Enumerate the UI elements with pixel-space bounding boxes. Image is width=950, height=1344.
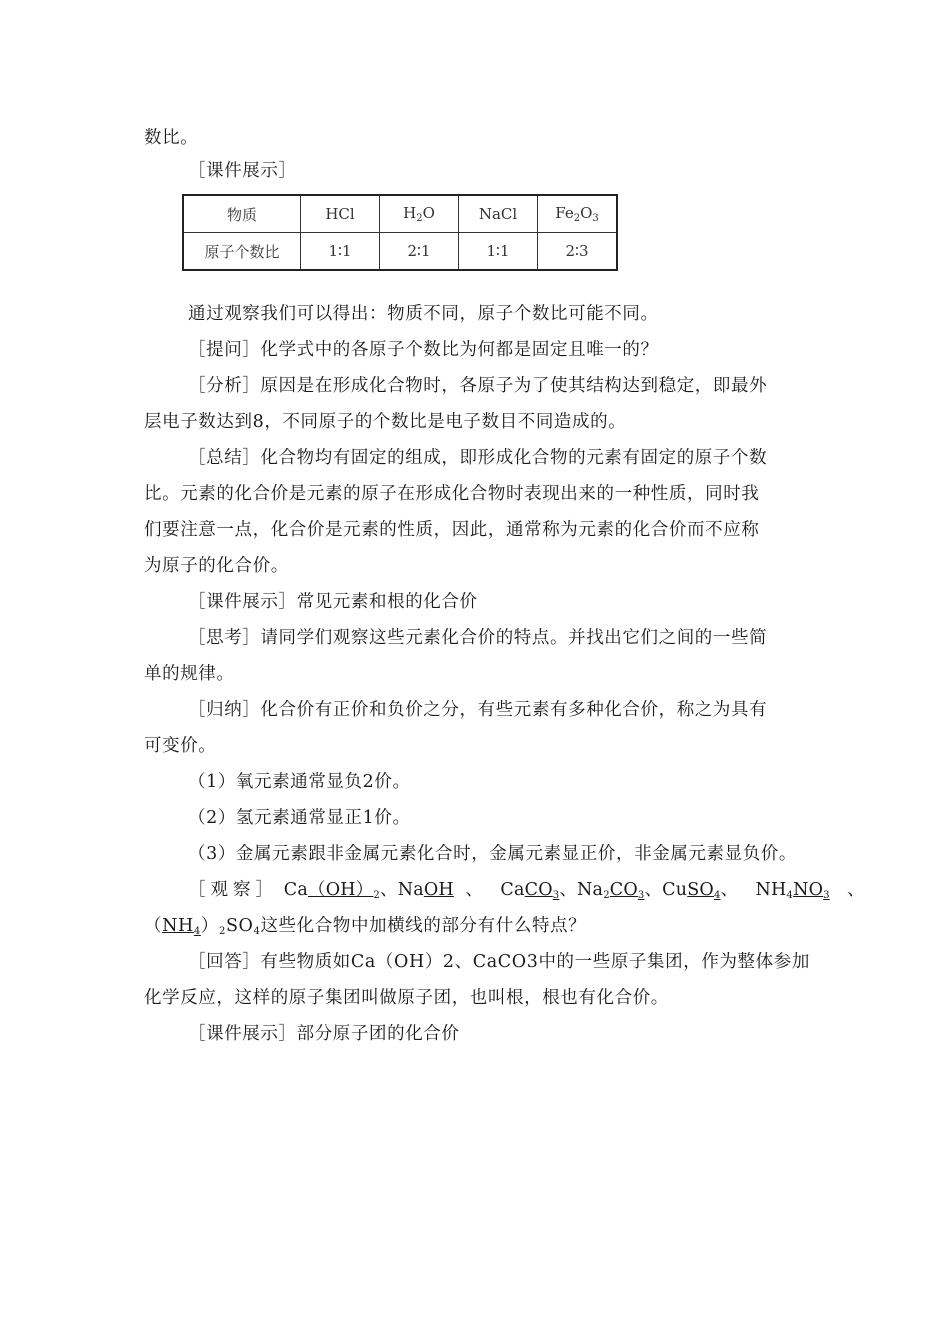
table-cell: 1∶1 (459, 233, 538, 271)
paragraph-line: ［课件展示］常见元素和根的化合价 (188, 592, 478, 612)
table-cell: 1∶1 (301, 233, 380, 271)
paragraph-line: ［课件展示］部分原子团的化合价 (188, 1024, 460, 1044)
paragraph-line: 比。元素的化合价是元素的原子在形成化合物时表现出来的一种性质，同时我 (144, 484, 760, 504)
paragraph-line: ［思考］请同学们观察这些元素化合价的特点。并找出它们之间的一些简 (188, 628, 768, 648)
table-header-cell: NaCl (459, 195, 538, 233)
table-cell: 原子个数比 (183, 233, 301, 271)
table-header-cell: $Fe_2O_3$ (538, 195, 618, 233)
paragraph-line: ［归纳］化合价有正价和负价之分，有些元素有多种化合价，称之为具有 (188, 700, 768, 720)
paragraph-line: 层电子数达到8，不同原子的个数比是电子数目不同造成的。 (144, 412, 627, 432)
table-row (183, 195, 617, 233)
observe-line-cont: $(NH_4)_2SO_4$这些化合物中加横线的部分有什么特点？ (144, 916, 587, 937)
atom-ratio-table (182, 194, 618, 271)
courseware-heading: ［课件展示］ (188, 161, 297, 181)
list-item: （2）氢元素通常显正1价。 (188, 808, 411, 828)
table-header-cell: HCl (301, 195, 380, 233)
paragraph-line: ［分析］原因是在形成化合物时，各原子为了使其结构达到稳定，即最外 (188, 376, 768, 396)
paragraph-line: 化学反应，这样的原子集团叫做原子团，也叫根，根也有化合价。 (144, 988, 669, 1008)
paragraph-line: 数比。 (144, 128, 199, 148)
table-row (183, 233, 617, 271)
paragraph-line: 通过观察我们可以得出：物质不同，原子个数比可能不同。 (188, 304, 659, 324)
table-cell: 2∶3 (538, 233, 618, 271)
paragraph-line: ［提问］化学式中的各原子个数比为何都是固定且唯一的？ (188, 340, 659, 360)
paragraph-line: 为原子的化合价。 (144, 556, 289, 576)
table-header-cell: $H_2O$ (380, 195, 459, 233)
table-cell: 2∶1 (380, 233, 459, 271)
table-header-cell: 物质 (183, 195, 301, 233)
observe-line: ［观察］ $Ca(OH)_2$、NaOH 、 CaCO$_3$、$Na_2CO_3$、CuSO$_4$、 $NH_4NO_3$ 、 (188, 880, 865, 901)
paragraph-line: ［回答］有些物质如Ca（OH）2、CaCO3中的一些原子集团，作为整体参加 (188, 952, 810, 972)
paragraph-line: 单的规律。 (144, 664, 235, 684)
paragraph-line: ［总结］化合物均有固定的组成，即形成化合物的元素有固定的原子个数 (188, 448, 768, 468)
list-item: （3）金属元素跟非金属元素化合时，金属元素显正价，非金属元素显负价。 (188, 844, 798, 864)
paragraph-line: 可变价。 (144, 736, 217, 756)
paragraph-line: 们要注意一点，化合价是元素的性质，因此，通常称为元素的化合价而不应称 (144, 520, 760, 540)
list-item: （1）氧元素通常显负2价。 (188, 772, 411, 792)
